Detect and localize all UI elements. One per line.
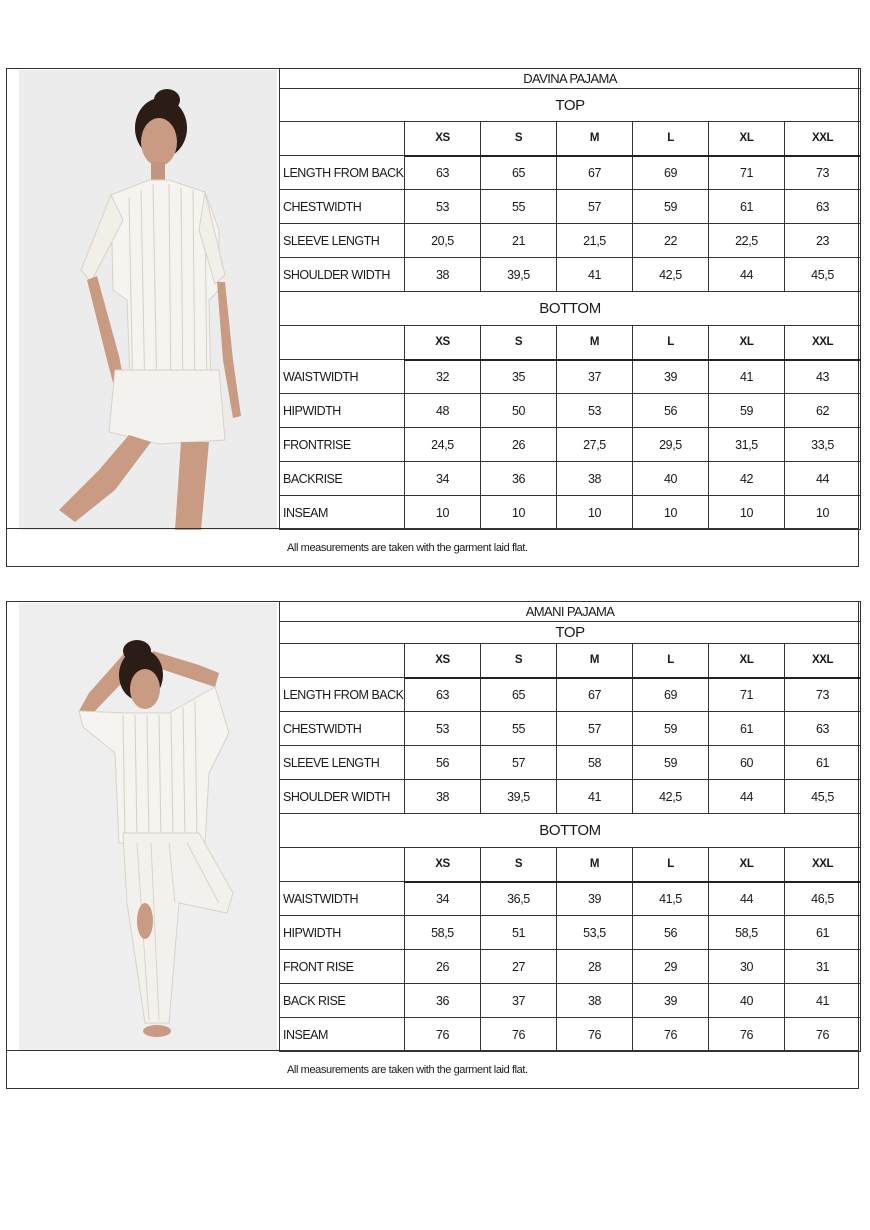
header-corner-cell xyxy=(280,848,405,882)
measurement-value: 65 xyxy=(481,678,557,712)
table-row xyxy=(280,916,861,950)
measurement-value: 38 xyxy=(557,984,633,1018)
measurement-value: 41 xyxy=(709,360,785,394)
measurement-value: 38 xyxy=(405,780,481,814)
measurement-value: 69 xyxy=(633,678,709,712)
measurement-value: 31,5 xyxy=(709,428,785,462)
size-header: L xyxy=(633,644,709,678)
measurement-value: 76 xyxy=(557,1018,633,1052)
measurement-label: WAISTWIDTH xyxy=(280,882,405,916)
size-header: M xyxy=(557,848,633,882)
measurement-value: 24,5 xyxy=(405,428,481,462)
measurement-value: 39 xyxy=(557,882,633,916)
table-row xyxy=(280,360,861,394)
measurement-value: 31 xyxy=(785,950,861,984)
measurement-value: 42,5 xyxy=(633,258,709,292)
size-header: XXL xyxy=(785,644,861,678)
size-chart-davina xyxy=(6,68,859,567)
table-row xyxy=(280,428,861,462)
measurement-label: HIPWIDTH xyxy=(280,916,405,950)
measurement-value: 29 xyxy=(633,950,709,984)
measurement-value: 37 xyxy=(481,984,557,1018)
measurement-value: 45,5 xyxy=(785,258,861,292)
measurement-value: 40 xyxy=(709,984,785,1018)
table-row xyxy=(280,984,861,1018)
model-long-pajama-photo xyxy=(19,603,277,1051)
measurement-value: 42 xyxy=(709,462,785,496)
header-corner-cell xyxy=(280,122,405,156)
table-row xyxy=(280,1018,861,1052)
table-row xyxy=(280,712,861,746)
table-row xyxy=(280,678,861,712)
measurement-value: 61 xyxy=(709,190,785,224)
measurement-label: BACK RISE xyxy=(280,984,405,1018)
table-row xyxy=(280,780,861,814)
measurement-value: 76 xyxy=(481,1018,557,1052)
measurement-value: 34 xyxy=(405,882,481,916)
measurement-value: 36 xyxy=(481,462,557,496)
measurement-value: 41 xyxy=(557,780,633,814)
table-row xyxy=(280,882,861,916)
measurement-value: 63 xyxy=(785,712,861,746)
size-header: L xyxy=(633,326,709,360)
table-row xyxy=(280,258,861,292)
measurement-value: 45,5 xyxy=(785,780,861,814)
size-chart-amani xyxy=(6,601,859,1089)
measurement-value: 61 xyxy=(785,916,861,950)
size-header: XL xyxy=(709,848,785,882)
measurement-value: 44 xyxy=(709,780,785,814)
measurement-value: 26 xyxy=(481,428,557,462)
size-header: L xyxy=(633,122,709,156)
product-title: AMANI PAJAMA xyxy=(280,602,861,622)
measurement-value: 39 xyxy=(633,360,709,394)
size-header: XL xyxy=(709,644,785,678)
size-header: M xyxy=(557,326,633,360)
size-header: XXL xyxy=(785,326,861,360)
measurement-value: 53 xyxy=(557,394,633,428)
measurement-label: INSEAM xyxy=(280,1018,405,1052)
measurement-value: 39,5 xyxy=(481,258,557,292)
measurement-value: 67 xyxy=(557,156,633,190)
table-row xyxy=(280,156,861,190)
table-row xyxy=(280,394,861,428)
measurement-value: 57 xyxy=(557,190,633,224)
measurement-value: 26 xyxy=(405,950,481,984)
measurement-value: 43 xyxy=(785,360,861,394)
measurement-value: 44 xyxy=(709,258,785,292)
measurement-value: 44 xyxy=(709,882,785,916)
measurement-value: 59 xyxy=(709,394,785,428)
measurement-value: 59 xyxy=(633,712,709,746)
measurement-label: CHESTWIDTH xyxy=(280,190,405,224)
measurement-value: 40 xyxy=(633,462,709,496)
measurement-value: 59 xyxy=(633,746,709,780)
measurement-value: 30 xyxy=(709,950,785,984)
header-corner-cell xyxy=(280,326,405,360)
measurement-value: 57 xyxy=(557,712,633,746)
size-header: XL xyxy=(709,122,785,156)
measurement-value: 27,5 xyxy=(557,428,633,462)
section-heading-bottom: BOTTOM xyxy=(280,814,861,848)
measurement-value: 71 xyxy=(709,678,785,712)
measurement-value: 50 xyxy=(481,394,557,428)
measurement-value: 59 xyxy=(633,190,709,224)
measurement-value: 36 xyxy=(405,984,481,1018)
size-header: XS xyxy=(405,326,481,360)
measurement-label: LENGTH FROM BACK xyxy=(280,678,405,712)
measurement-value: 55 xyxy=(481,712,557,746)
measurement-value: 28 xyxy=(557,950,633,984)
size-header: XS xyxy=(405,644,481,678)
measurement-value: 76 xyxy=(405,1018,481,1052)
measurement-value: 61 xyxy=(709,712,785,746)
measurement-value: 10 xyxy=(709,496,785,530)
measurement-value: 71 xyxy=(709,156,785,190)
measurement-value: 60 xyxy=(709,746,785,780)
measurement-label: HIPWIDTH xyxy=(280,394,405,428)
measurement-value: 61 xyxy=(785,746,861,780)
measurement-value: 10 xyxy=(633,496,709,530)
measurement-label: SHOULDER WIDTH xyxy=(280,258,405,292)
measurement-value: 32 xyxy=(405,360,481,394)
measurement-value: 56 xyxy=(405,746,481,780)
measurement-value: 41 xyxy=(557,258,633,292)
measurement-value: 44 xyxy=(785,462,861,496)
section-heading-top: TOP xyxy=(280,89,861,122)
size-header: S xyxy=(481,644,557,678)
measurement-label: FRONTRISE xyxy=(280,428,405,462)
measurement-value: 58 xyxy=(557,746,633,780)
size-header: S xyxy=(481,326,557,360)
size-header: S xyxy=(481,122,557,156)
measurement-label: FRONT RISE xyxy=(280,950,405,984)
measurement-value: 42,5 xyxy=(633,780,709,814)
measurement-value: 39,5 xyxy=(481,780,557,814)
table-row xyxy=(280,224,861,258)
measurement-value: 58,5 xyxy=(405,916,481,950)
measurement-label: SHOULDER WIDTH xyxy=(280,780,405,814)
measurement-value: 58,5 xyxy=(709,916,785,950)
measurement-value: 65 xyxy=(481,156,557,190)
size-header: S xyxy=(481,848,557,882)
measurement-value: 55 xyxy=(481,190,557,224)
model-photo xyxy=(19,70,277,530)
measurement-value: 33,5 xyxy=(785,428,861,462)
measurement-value: 38 xyxy=(405,258,481,292)
measurement-value: 53 xyxy=(405,712,481,746)
measurement-value: 63 xyxy=(405,678,481,712)
measurement-label: LENGTH FROM BACK xyxy=(280,156,405,190)
measurement-value: 76 xyxy=(633,1018,709,1052)
measurement-value: 22,5 xyxy=(709,224,785,258)
header-corner-cell xyxy=(280,644,405,678)
measurement-value: 20,5 xyxy=(405,224,481,258)
measurement-value: 48 xyxy=(405,394,481,428)
measurement-value: 62 xyxy=(785,394,861,428)
size-header: M xyxy=(557,122,633,156)
measurement-value: 67 xyxy=(557,678,633,712)
measurement-value: 63 xyxy=(405,156,481,190)
measurement-label: BACKRISE xyxy=(280,462,405,496)
measurement-value: 51 xyxy=(481,916,557,950)
measurement-value: 56 xyxy=(633,394,709,428)
measurement-value: 10 xyxy=(481,496,557,530)
measurement-label: WAISTWIDTH xyxy=(280,360,405,394)
measurement-value: 76 xyxy=(785,1018,861,1052)
measurement-value: 41 xyxy=(785,984,861,1018)
measurement-value: 22 xyxy=(633,224,709,258)
measurement-value: 39 xyxy=(633,984,709,1018)
measurement-value: 10 xyxy=(785,496,861,530)
measurement-value: 27 xyxy=(481,950,557,984)
size-header: XL xyxy=(709,326,785,360)
measurement-value: 36,5 xyxy=(481,882,557,916)
product-title: DAVINA PAJAMA xyxy=(280,69,861,89)
measurement-value: 73 xyxy=(785,678,861,712)
measurement-value: 34 xyxy=(405,462,481,496)
size-header: XS xyxy=(405,122,481,156)
measurement-value: 56 xyxy=(633,916,709,950)
footnote: All measurements are taken with the garment laid flat. xyxy=(7,528,858,566)
measurement-value: 57 xyxy=(481,746,557,780)
measurement-value: 21 xyxy=(481,224,557,258)
table-row xyxy=(280,746,861,780)
size-header: XS xyxy=(405,848,481,882)
measurement-label: SLEEVE LENGTH xyxy=(280,224,405,258)
measurement-value: 46,5 xyxy=(785,882,861,916)
measurement-value: 38 xyxy=(557,462,633,496)
measurement-value: 63 xyxy=(785,190,861,224)
model-photo xyxy=(19,603,277,1051)
measurement-value: 23 xyxy=(785,224,861,258)
measurement-value: 35 xyxy=(481,360,557,394)
davina-measurement-table xyxy=(279,68,861,530)
measurement-value: 76 xyxy=(709,1018,785,1052)
table-row xyxy=(280,462,861,496)
measurement-label: INSEAM xyxy=(280,496,405,530)
section-heading-bottom: BOTTOM xyxy=(280,292,861,326)
table-row xyxy=(280,190,861,224)
size-header: M xyxy=(557,644,633,678)
size-header: XXL xyxy=(785,848,861,882)
section-heading-top: TOP xyxy=(280,622,861,644)
size-header: XXL xyxy=(785,122,861,156)
measurement-label: SLEEVE LENGTH xyxy=(280,746,405,780)
measurement-value: 10 xyxy=(557,496,633,530)
model-short-pajama-photo xyxy=(19,70,277,530)
measurement-value: 21,5 xyxy=(557,224,633,258)
measurement-value: 53,5 xyxy=(557,916,633,950)
table-row xyxy=(280,950,861,984)
size-header: L xyxy=(633,848,709,882)
measurement-value: 53 xyxy=(405,190,481,224)
measurement-value: 37 xyxy=(557,360,633,394)
measurement-label: CHESTWIDTH xyxy=(280,712,405,746)
measurement-value: 73 xyxy=(785,156,861,190)
measurement-value: 69 xyxy=(633,156,709,190)
measurement-value: 41,5 xyxy=(633,882,709,916)
measurement-value: 10 xyxy=(405,496,481,530)
measurement-value: 29,5 xyxy=(633,428,709,462)
amani-measurement-table xyxy=(279,601,861,1052)
footnote: All measurements are taken with the garment laid flat. xyxy=(7,1050,858,1088)
table-row xyxy=(280,496,861,530)
